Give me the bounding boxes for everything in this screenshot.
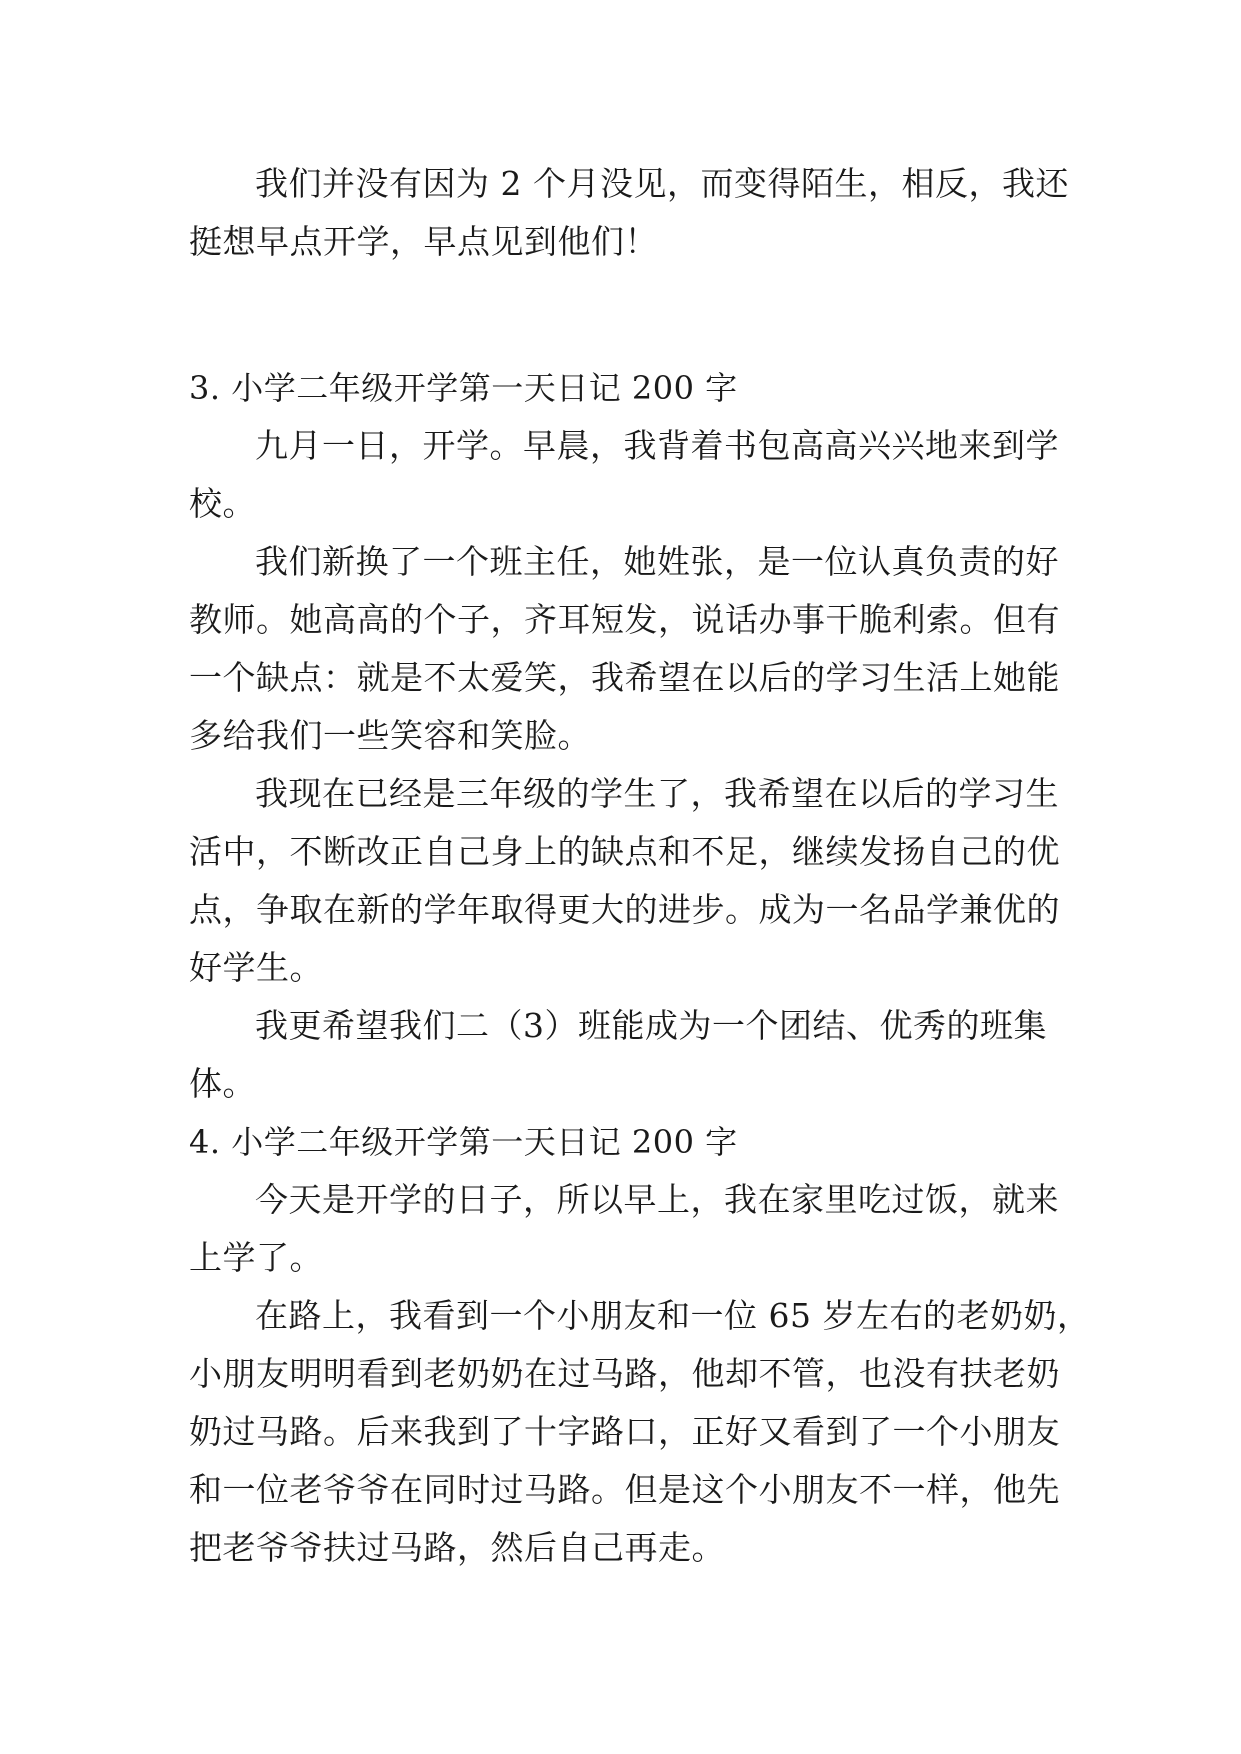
text-line: 挺想早点开学，早点见到他们！: [189, 222, 658, 261]
document-body: [189, 155, 1091, 1577]
text-line: 我们新换了一个班主任，她姓张，是一位认真负责的好: [255, 542, 1059, 581]
text-line: 今天是开学的日子，所以早上，我在家里吃过饭，就来: [255, 1180, 1059, 1219]
section-heading-4: 4. 小学二年级开学第一天日记 200 字: [189, 1123, 738, 1161]
paragraph-7: [189, 1287, 1091, 1577]
paragraph-3: [189, 533, 1060, 765]
text-line: 教师。她高高的个子，齐耳短发，说话办事干脆利索。但有: [189, 600, 1060, 639]
text-line: 把老爷爷扶过马路，然后自己再走。: [189, 1528, 725, 1567]
text-line: 九月一日，开学。早晨，我背着书包高高兴兴地来到学: [255, 426, 1059, 465]
text-line: 我现在已经是三年级的学生了，我希望在以后的学习生: [255, 774, 1059, 813]
section-spacer: [189, 271, 1053, 359]
text-line: 点，争取在新的学年取得更大的进步。成为一名品学兼优的: [189, 890, 1060, 929]
paragraph-4: [189, 765, 1060, 997]
paragraph-6: [189, 1171, 1059, 1287]
text-line: 一个缺点：就是不太爱笑，我希望在以后的学习生活上她能: [189, 658, 1060, 697]
text-line: 好学生。: [189, 948, 323, 987]
text-line: 我们并没有因为 2 个月没见，而变得陌生，相反，我还: [255, 164, 1069, 203]
paragraph-1: [189, 155, 1069, 271]
text-line: 奶过马路。后来我到了十字路口，正好又看到了一个小朋友: [189, 1412, 1060, 1451]
text-line: 校。: [189, 484, 256, 523]
section-heading-3: 3. 小学二年级开学第一天日记 200 字: [189, 369, 738, 407]
paragraph-2: [189, 417, 1059, 533]
text-line: 活中，不断改正自己身上的缺点和不足，继续发扬自己的优: [189, 832, 1060, 871]
paragraph-5: [189, 997, 1053, 1113]
text-line: 多给我们一些笑容和笑脸。: [189, 716, 591, 755]
text-line: 和一位老爷爷在同时过马路。但是这个小朋友不一样，他先: [189, 1470, 1060, 1509]
text-line: 我更希望我们二（3）班能成为一个团结、优秀的班集: [255, 1006, 1047, 1045]
text-line: 小朋友明明看到老奶奶在过马路，他却不管，也没有扶老奶: [189, 1354, 1060, 1393]
text-line: 上学了。: [189, 1238, 323, 1277]
text-line: 在路上，我看到一个小朋友和一位 65 岁左右的老奶奶，: [255, 1296, 1091, 1335]
text-line: 体。: [189, 1064, 256, 1103]
